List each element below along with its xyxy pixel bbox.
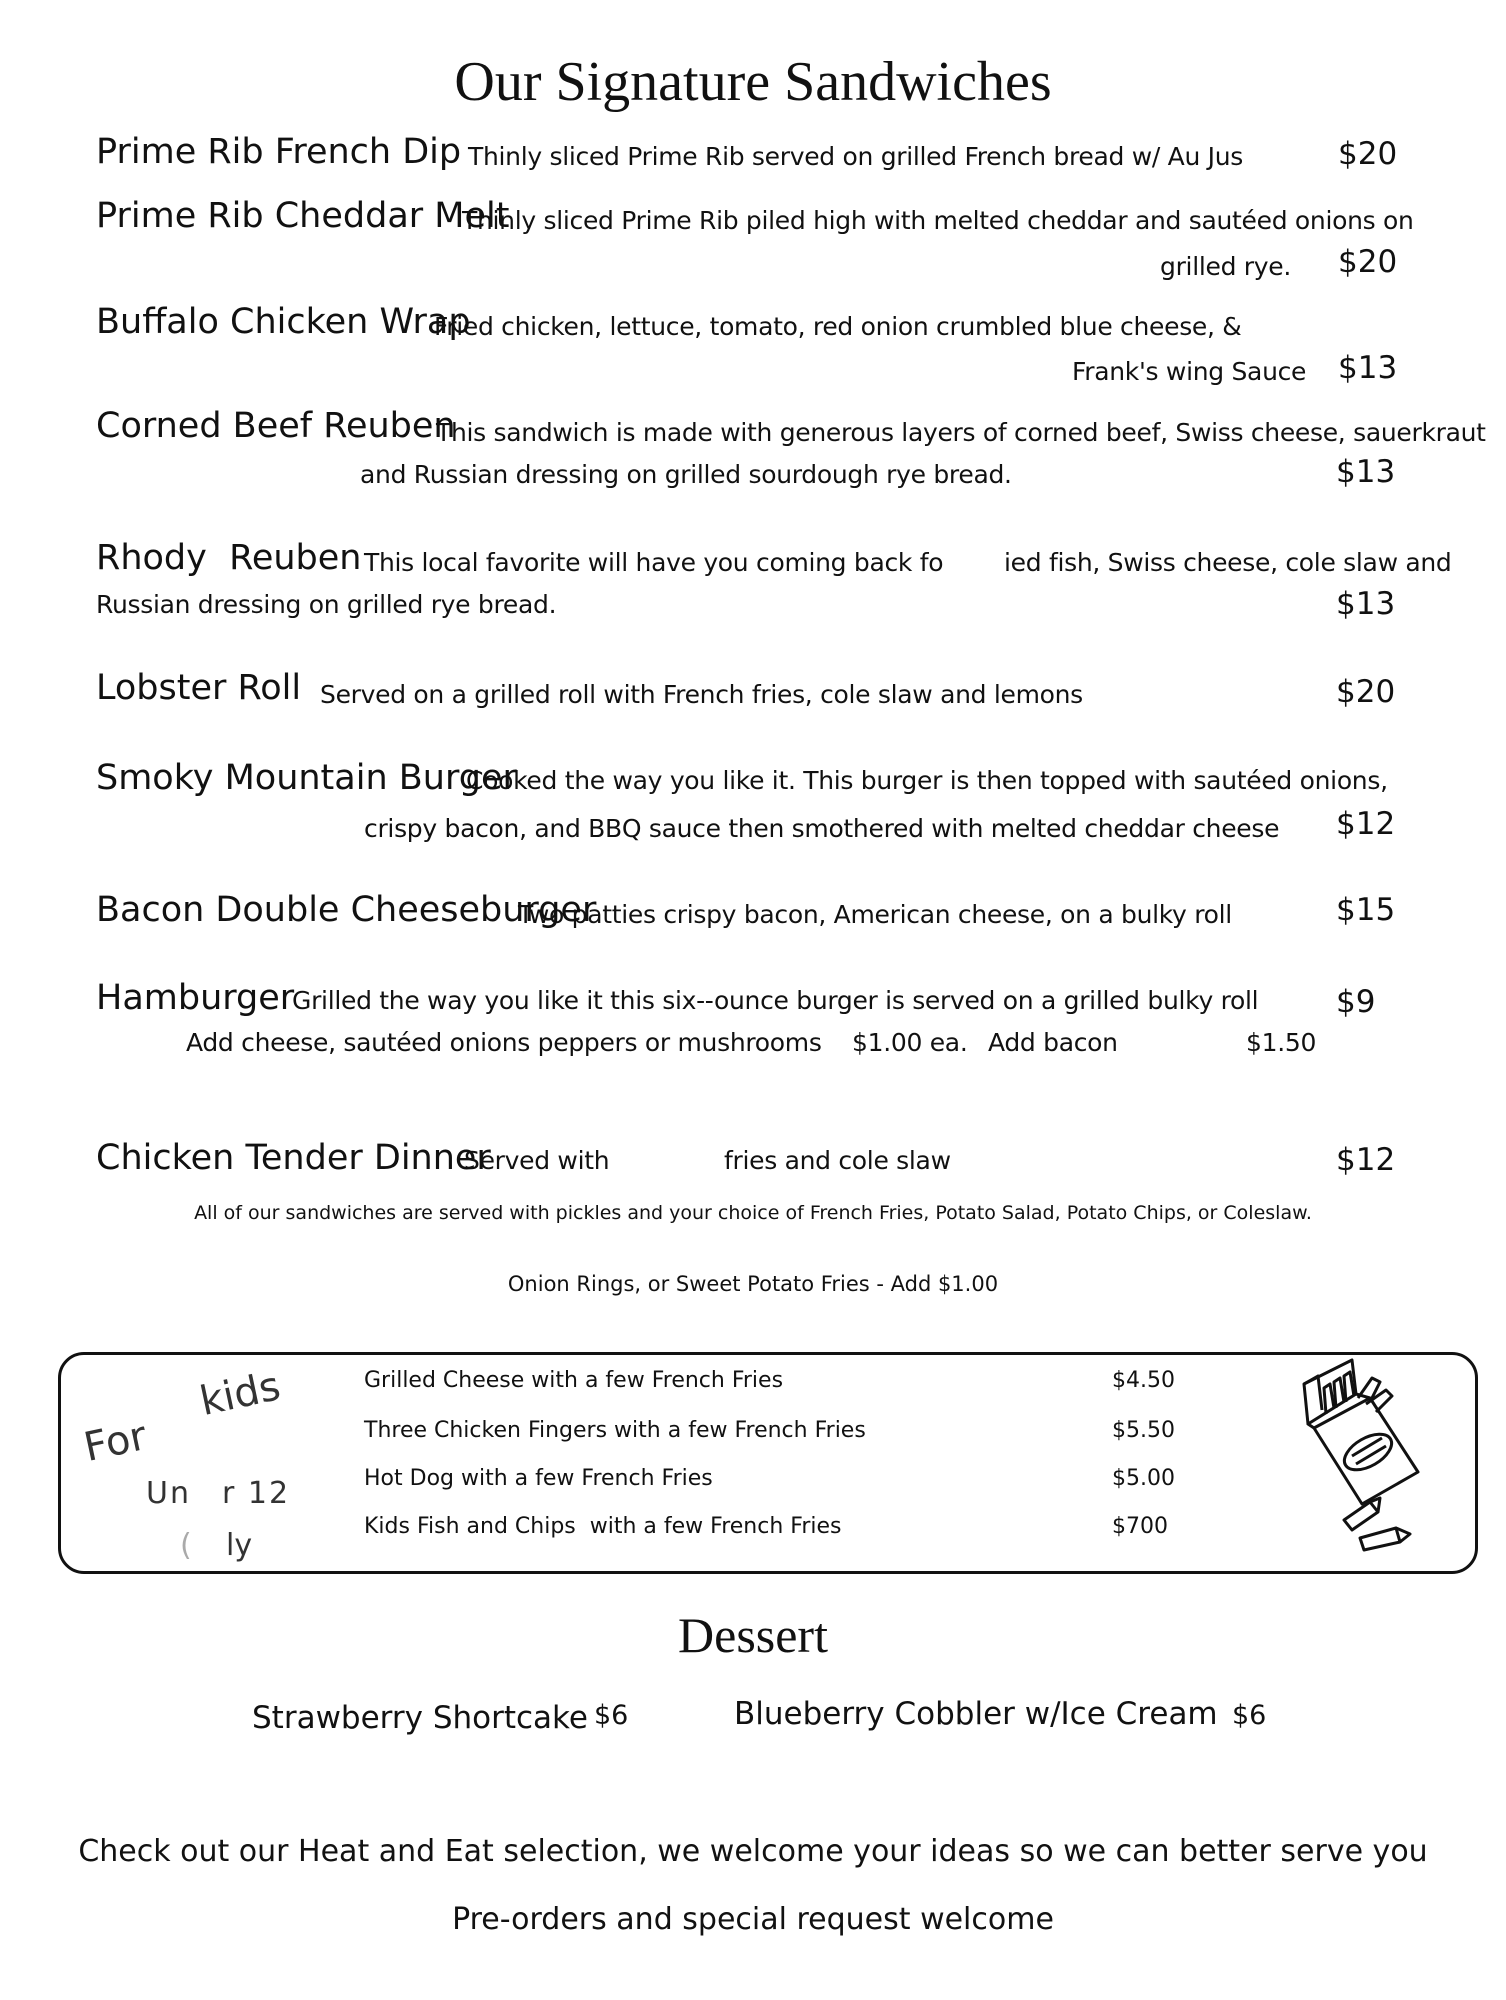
item-price: $20 bbox=[1336, 674, 1396, 710]
item-description-fragment: ied fish, Swiss cheese, cole slaw and bbox=[1004, 548, 1452, 577]
footer-line-2: Pre-orders and special request welcome bbox=[452, 1902, 1054, 1937]
item-price: $13 bbox=[1336, 454, 1396, 490]
item-price: $20 bbox=[1338, 244, 1398, 280]
dessert-item-price: $6 bbox=[1232, 1700, 1267, 1731]
item-description: This local favorite will have you coming back fo bbox=[364, 548, 944, 577]
page-title: Our Signature Sandwiches bbox=[454, 51, 1052, 113]
item-description-cont: Frank's wing Sauce bbox=[1072, 357, 1307, 386]
sides-note: All of our sandwiches are served with pickles and your choice of French Fries, Potato Salad, Potato Chips, or Coleslaw. bbox=[194, 1202, 1312, 1224]
item-name: Chicken Tender Dinner bbox=[96, 1138, 491, 1178]
kids-tag-only-o: ( bbox=[180, 1528, 192, 1563]
kids-item-name: Hot Dog with a few French Fries bbox=[364, 1466, 713, 1491]
item-name: Buffalo Chicken Wrap bbox=[96, 302, 471, 342]
kids-item-price: $700 bbox=[1112, 1514, 1168, 1539]
item-description-cont: grilled rye. bbox=[1160, 252, 1291, 281]
item-description: Grilled the way you like it this six--ounce burger is served on a grilled bulky roll bbox=[292, 986, 1259, 1015]
footer-line-1: Check out our Heat and Eat selection, we welcome your ideas so we can better serve you bbox=[78, 1834, 1428, 1869]
kids-tag-for: For bbox=[80, 1413, 151, 1471]
dessert-title: Dessert bbox=[678, 1607, 828, 1663]
kids-tag-kids: kids bbox=[196, 1363, 285, 1425]
kids-tag-only-y: ly bbox=[226, 1528, 253, 1563]
item-price: $12 bbox=[1336, 806, 1396, 842]
item-price: $15 bbox=[1336, 892, 1396, 928]
item-name: Prime Rib Cheddar Melt bbox=[96, 196, 510, 236]
dessert-item-name: Strawberry Shortcake bbox=[252, 1700, 588, 1736]
item-description: Thinly sliced Prime Rib piled high with melted cheddar and sautéed onions on bbox=[462, 206, 1414, 235]
item-name: Corned Beef Reuben bbox=[96, 406, 456, 446]
dessert-item-price: $6 bbox=[594, 1700, 629, 1731]
item-name: Bacon Double Cheeseburger bbox=[96, 890, 597, 930]
kids-item-price: $5.50 bbox=[1112, 1418, 1175, 1443]
item-name: Smoky Mountain Burger bbox=[96, 758, 517, 798]
item-description: Thinly sliced Prime Rib served on grilled French bread w/ Au Jus bbox=[468, 142, 1243, 171]
item-name: Hamburger bbox=[96, 978, 295, 1018]
item-description: This sandwich is made with generous layers of corned beef, Swiss cheese, sauerkraut bbox=[436, 418, 1486, 447]
kids-tag-under: Un bbox=[146, 1476, 191, 1511]
item-description: Fried chicken, lettuce, tomato, red onion crumbled blue cheese, & bbox=[434, 312, 1242, 341]
item-name: Rhody Reuben bbox=[96, 538, 362, 578]
item-price: $13 bbox=[1336, 586, 1396, 622]
item-name: Lobster Roll bbox=[96, 668, 302, 708]
item-description: Served with bbox=[464, 1146, 610, 1175]
kids-item-price: $4.50 bbox=[1112, 1368, 1175, 1393]
dessert-item-name: Blueberry Cobbler w/Ice Cream bbox=[734, 1696, 1218, 1732]
item-name: Prime Rib French Dip bbox=[96, 132, 462, 172]
item-price: $9 bbox=[1336, 984, 1376, 1020]
kids-tag-12: r 12 bbox=[222, 1476, 291, 1511]
item-price: $20 bbox=[1338, 136, 1398, 172]
item-description-cont: and Russian dressing on grilled sourdough rye bread. bbox=[360, 460, 1012, 489]
kids-item-name: Kids Fish and Chips with a few French Fries bbox=[364, 1514, 842, 1539]
item-price: $12 bbox=[1336, 1142, 1396, 1178]
crayon-box-icon bbox=[1300, 1354, 1430, 1570]
addon-description: Add cheese, sautéed onions peppers or mushrooms bbox=[186, 1028, 822, 1057]
item-description-cont: Russian dressing on grilled rye bread. bbox=[96, 590, 557, 619]
item-price: $13 bbox=[1338, 350, 1398, 386]
item-description-fragment: fries and cole slaw bbox=[724, 1146, 951, 1175]
item-description: Two patties crispy bacon, American cheese, on a bulky roll bbox=[518, 900, 1232, 929]
kids-item-name: Grilled Cheese with a few French Fries bbox=[364, 1368, 784, 1393]
upgrade-note: Onion Rings, or Sweet Potato Fries - Add $1.00 bbox=[507, 1272, 999, 1296]
addon-bacon: Add bacon bbox=[988, 1028, 1118, 1057]
item-description-cont: crispy bacon, and BBQ sauce then smothered with melted cheddar cheese bbox=[364, 814, 1280, 843]
item-description: Cooked the way you like it. This burger is then topped with sautéed onions, bbox=[466, 766, 1388, 795]
addon-bacon-price: $1.50 bbox=[1246, 1028, 1317, 1057]
kids-item-price: $5.00 bbox=[1112, 1466, 1175, 1491]
kids-item-name: Three Chicken Fingers with a few French Fries bbox=[364, 1418, 866, 1443]
addon-price: $1.00 ea. bbox=[852, 1028, 968, 1057]
item-description: Served on a grilled roll with French fries, cole slaw and lemons bbox=[320, 680, 1083, 709]
